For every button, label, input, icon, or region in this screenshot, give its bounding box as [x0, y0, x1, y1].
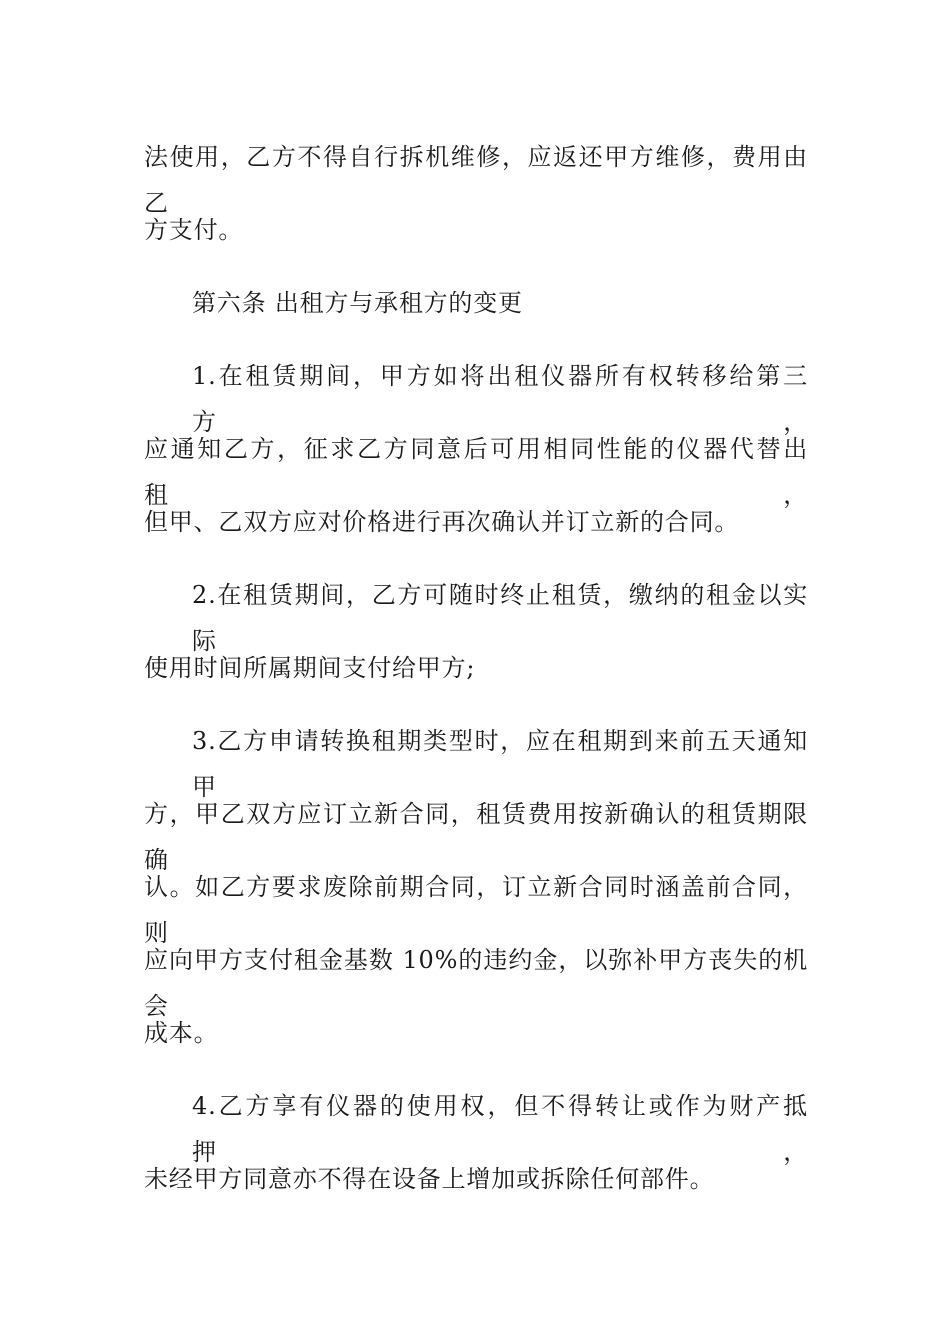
text-line: 认。如乙方要求废除前期合同，订立新合同时涵盖前合同，则 — [144, 873, 808, 947]
text-line: 使用时间所属期间支付给甲方; — [144, 654, 476, 682]
text-line: 2.在租赁期间，乙方可随时终止租赁，缴纳的租金以实际 — [192, 581, 808, 655]
text-line: 1.在租赁期间，甲方如将出租仪器所有权转移给第三方， — [192, 362, 808, 436]
text-line: 应通知乙方，征求乙方同意后可用相同性能的仪器代替出租， — [144, 435, 808, 509]
text-line: 3.乙方申请转换租期类型时，应在租期到来前五天通知甲 — [192, 727, 808, 801]
text-line: 4.乙方享有仪器的使用权，但不得转让或作为财产抵押， — [192, 1092, 808, 1166]
text-line: 成本。 — [144, 1019, 219, 1047]
text-line: 方，甲乙双方应订立新合同，租赁费用按新确认的租赁期限确 — [144, 800, 808, 874]
text-line: 方支付。 — [144, 216, 244, 244]
section-heading: 第六条 出租方与承租方的变更 — [192, 289, 523, 317]
text-line: 未经甲方同意亦不得在设备上增加或拆除任何部件。 — [144, 1165, 715, 1193]
text-line: 但甲、乙双方应对价格进行再次确认并订立新的合同。 — [144, 508, 740, 536]
document-body — [144, 134, 808, 1229]
text-line: 应向甲方支付租金基数 10%的违约金，以弥补甲方丧失的机会 — [144, 946, 808, 1020]
text-line: 法使用，乙方不得自行拆机维修，应返还甲方维修，费用由乙 — [144, 143, 808, 217]
